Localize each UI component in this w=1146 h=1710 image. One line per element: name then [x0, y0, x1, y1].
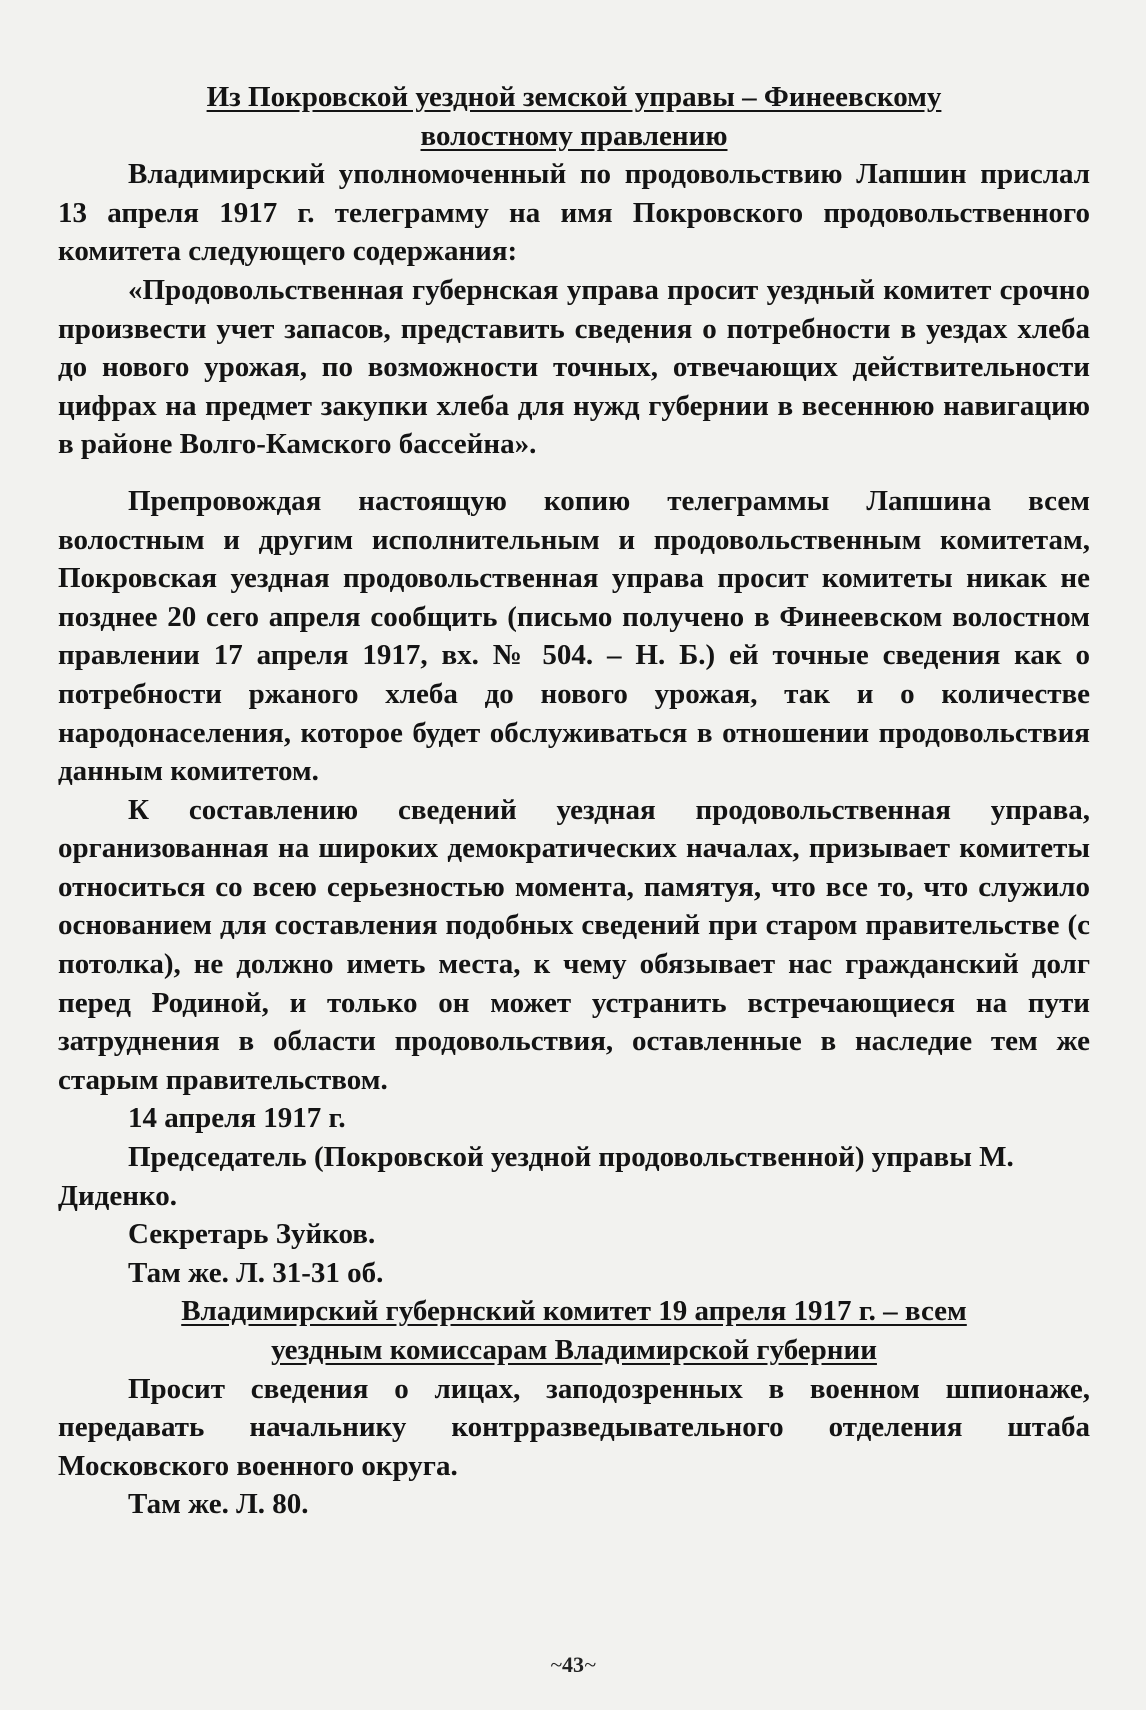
page-number — [0, 1652, 1146, 1678]
paragraph-appeal: К составлению сведений уездная продовольственная управа, организованная на широких демократических началах, призывает комитеты относиться со всею серьезностью момента, памятуя, что все то, что служило основанием для составления подобных сведений при старом правительстве (с потолка), не должно иметь места, к чему обязывает нас гражданский долг перед Родиной, и только он может устранить встречающиеся на пути затруднения в области продовольствия, оставленные в наследие тем же старым правительством. — [58, 793, 1090, 1096]
section-heading-2: Владимирский губернский комитет 19 апреля 1917 г. – всем уездным комиссарам Владимирской губернии — [181, 1295, 967, 1366]
telegram-quote: «Продовольственная губернская управа просит уездный комитет срочно произвести учет запасов, представить сведения о потребности в уездах хлеба до нового урожая, по возможности точных, отвечающих действительности цифрах на предмет закупки хлеба для нужд губернии в весеннюю навигацию в районе Волго-Камского бассейна». — [58, 273, 1090, 461]
document-date: 14 апреля 1917 г. — [128, 1102, 346, 1135]
paragraph-espionage: Просит сведения о лицах, заподозренных в военном шпионаже, передавать начальнику контрразведывательного отделения штаба Московского военного округа. — [58, 1372, 1090, 1482]
source-note-1: Там же. Л. 31-31 об. — [128, 1256, 384, 1289]
source-note-2: Там же. Л. 80. — [128, 1488, 309, 1521]
section-heading-1: Из Покровской уездной земской управы – Финеевскому волостному правлению — [206, 81, 942, 152]
paragraph-intro: Владимирский уполномоченный по продовольствию Лапшин прислал 13 апреля 1917 г. телеграмму на имя Покровского продовольственного комитета следующего содержания: — [58, 158, 1090, 268]
document-page — [58, 78, 1090, 1524]
page-number-value: 43 — [562, 1652, 584, 1677]
signature-secretary: Секретарь Зуйков. — [128, 1218, 376, 1251]
paragraph-request: Препровождая настоящую копию телеграммы Лапшина всем волостным и другим исполнительным и продовольственным комитетам, Покровская уездная продовольственная управа просит комитеты никак не позднее 20 сего апреля сообщить (письмо получено в Финеевском волостном правлении 17 апреля 1917, вх. № 504. – Н. Б.) ей точные сведения как о потребности ржаного хлеба до нового урожая, так и о количестве народонаселения, которое будет обслуживаться в отношении продовольствия данным комитетом. — [58, 484, 1090, 788]
signature-chairman: Председатель (Покровской уездной продовольственной) управы М. Диденко. — [58, 1141, 1014, 1212]
ornament-right-icon: ~ — [584, 1652, 596, 1677]
ornament-left-icon: ~ — [550, 1652, 562, 1677]
